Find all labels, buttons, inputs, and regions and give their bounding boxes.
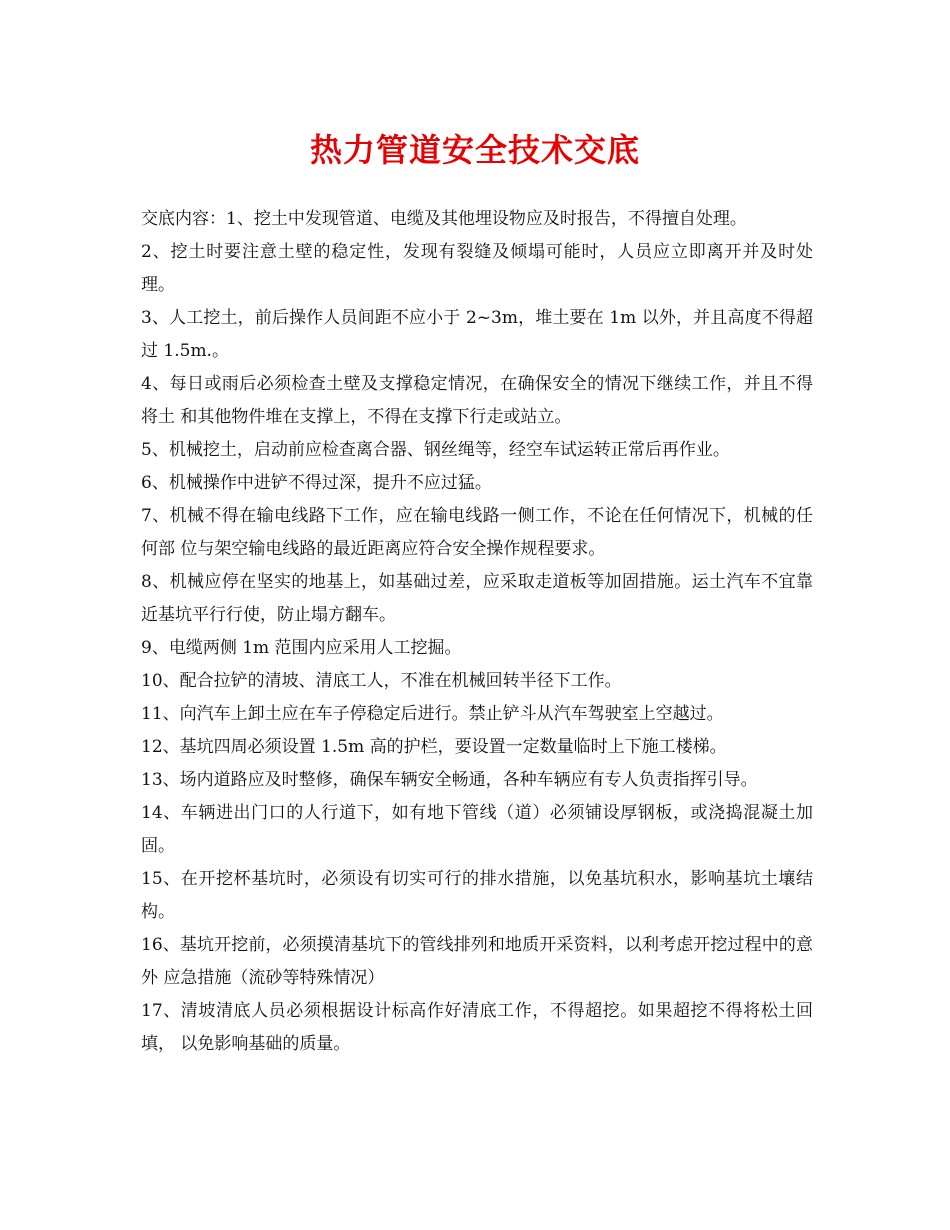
paragraph-3: 3、人工挖土，前后操作人员间距不应小于 2~3m，堆土要在 1m 以外，并且高度不得超过 1.5m.。 xyxy=(141,308,813,361)
paragraph-1: 交底内容：1、挖土中发现管道、电缆及其他埋设物应及时报告，不得擅自处理。 xyxy=(141,209,747,229)
document-title: 热力管道安全技术交底 xyxy=(309,131,640,169)
paragraph-6: 6、机械操作中进铲不得过深，提升不应过猛。 xyxy=(141,473,492,493)
paragraph-11: 11、向汽车上卸土应在车子停稳定后进行。禁止铲斗从汽车驾驶室上空越过。 xyxy=(141,704,724,724)
paragraph-16: 16、基坑开挖前，必须摸清基坑下的管线排列和地质开采资料，以利考虑开挖过程中的意外 应急措施（流砂等特殊情况） xyxy=(141,935,813,988)
paragraph-13: 13、场内道路应及时整修，确保车辆安全畅通，各种车辆应有专人负责指挥引导。 xyxy=(141,770,758,790)
paragraph-9: 9、电缆两侧 1m 范围内应采用人工挖掘。 xyxy=(141,638,462,658)
paragraph-17: 17、清坡清底人员必须根据设计标高作好清底工作，不得超挖。如果超挖不得将松土回填， 以免影响基础的质量。 xyxy=(141,1001,813,1054)
paragraph-2: 2、挖土时要注意土壁的稳定性，发现有裂缝及倾塌可能时，人员应立即离开并及时处理。 xyxy=(141,242,813,295)
document-body xyxy=(141,203,813,1061)
paragraph-7: 7、机械不得在输电线路下工作，应在输电线路一侧工作，不论在任何情况下，机械的任何部 位与架空输电线路的最近距离应符合安全操作规程要求。 xyxy=(141,506,813,559)
paragraph-5: 5、机械挖土，启动前应检查离合器、钢丝绳等，经空车试运转正常后再作业。 xyxy=(141,440,730,460)
paragraph-12: 12、基坑四周必须设置 1.5m 高的护栏，要设置一定数量临时上下施工楼梯。 xyxy=(141,737,727,757)
paragraph-8: 8、机械应停在坚实的地基上，如基础过差，应采取走道板等加固措施。运土汽车不宜靠近基坑平行行使，防止塌方翻车。 xyxy=(141,572,813,625)
paragraph-10: 10、配合拉铲的清坡、清底工人，不准在机械回转半径下工作。 xyxy=(141,671,622,691)
paragraph-4: 4、每日或雨后必须检查土壁及支撑稳定情况，在确保安全的情况下继续工作，并且不得将土 和其他物件堆在支撑上，不得在支撑下行走或站立。 xyxy=(141,374,813,427)
paragraph-15: 15、在开挖杯基坑时，必须设有切实可行的排水措施，以免基坑积水，影响基坑土壤结构。 xyxy=(141,869,813,922)
paragraph-14: 14、车辆进出门口的人行道下，如有地下管线（道）必须铺设厚钢板，或浇捣混凝土加固。 xyxy=(141,803,813,856)
